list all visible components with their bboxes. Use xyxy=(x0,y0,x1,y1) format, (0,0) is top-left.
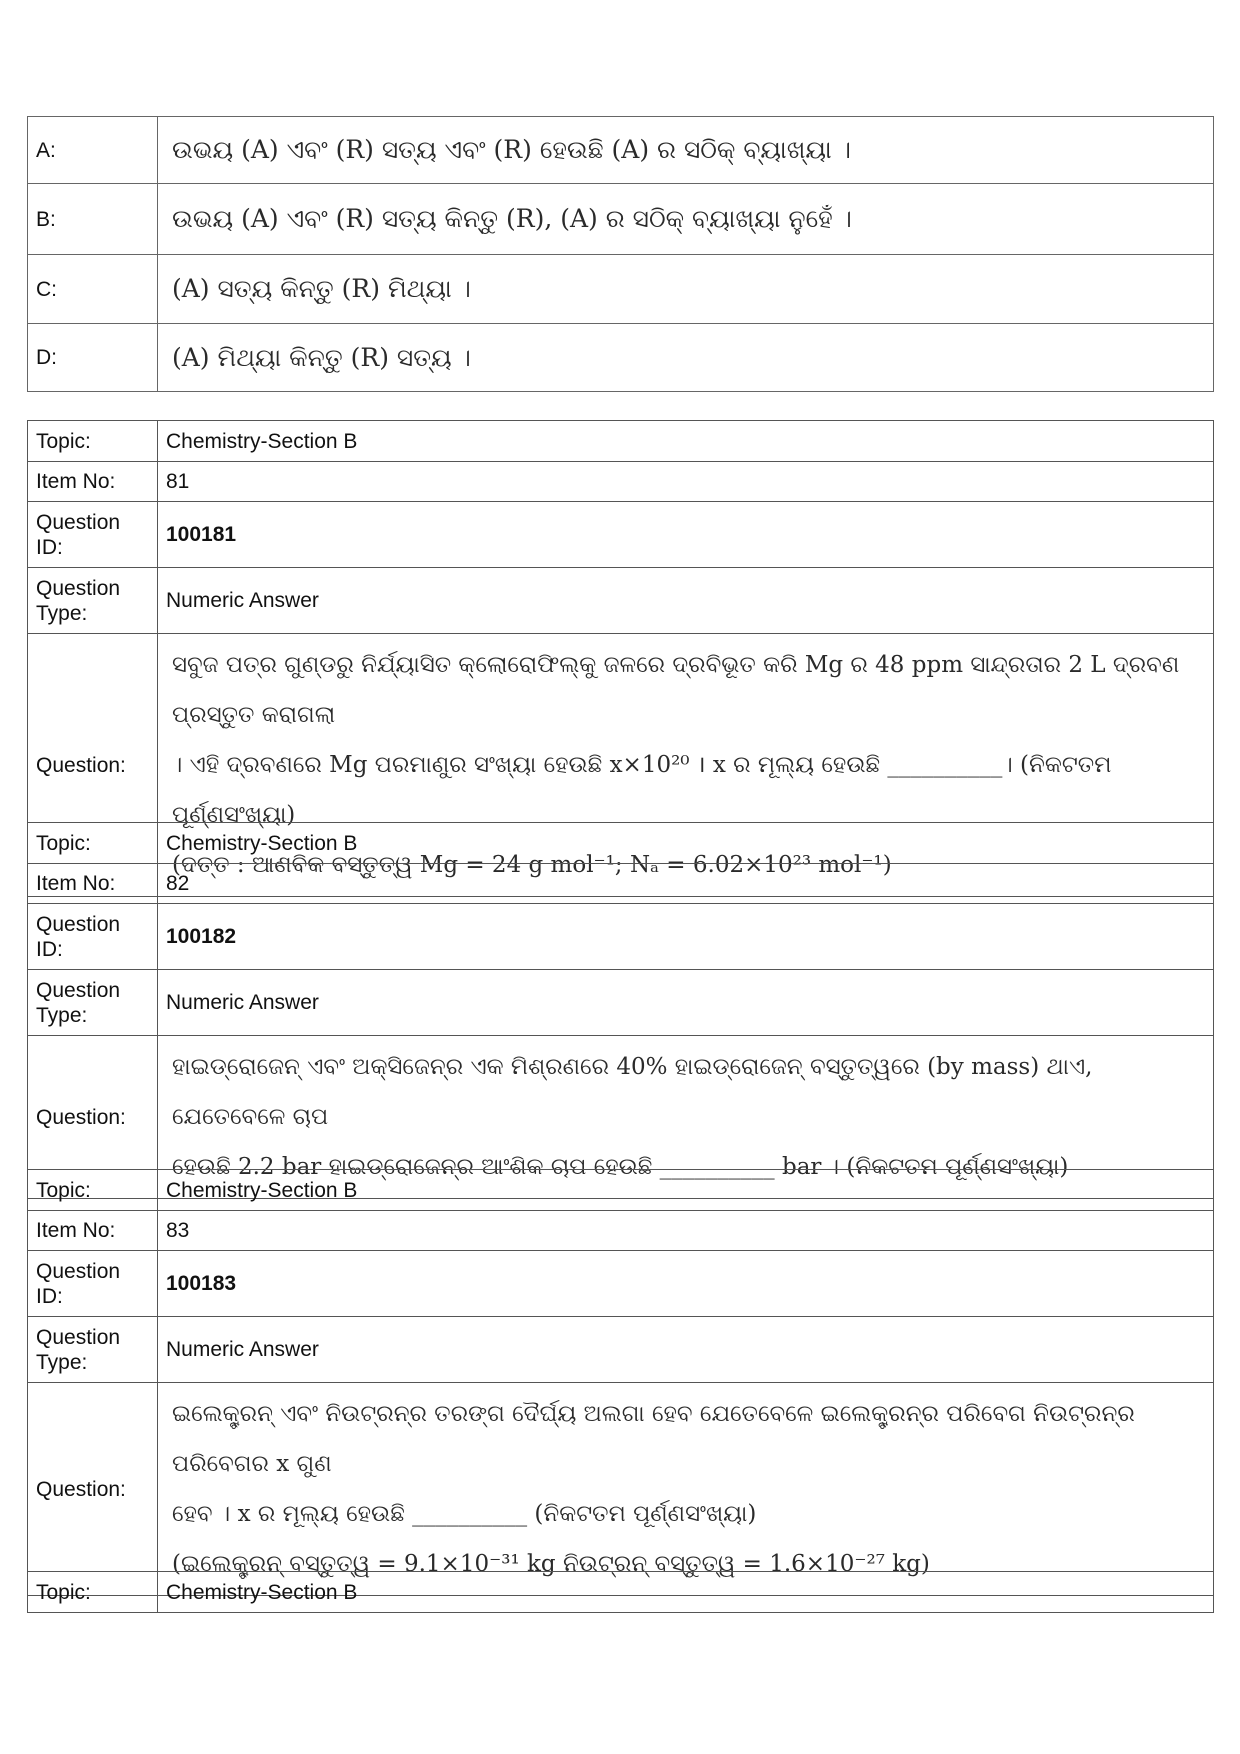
question-id-row xyxy=(28,1251,1214,1317)
item-no-label: Item No: xyxy=(28,462,158,502)
option-text: (A) ମିଥ୍ୟା କିନ୍ତୁ (R) ସତ୍ୟ । xyxy=(158,324,1214,392)
question-id-value: 100181 xyxy=(158,502,1214,568)
item-no-value: 82 xyxy=(158,864,1214,904)
question-line: ହେଉଛି 2.2 bar ହାଇଡ୍ରୋଜେନ୍‌ର ଆଂଶିକ ଚାପ ହେଉଛି __________ bar । (ନିକଟତମ ପୂର୍ଣ୍ଣସଂଖ୍ୟା) xyxy=(172,1154,1069,1180)
option-label: A: xyxy=(28,117,158,184)
topic-row xyxy=(28,1170,1214,1211)
question-id-label: Question ID: xyxy=(28,1251,158,1317)
item-no-label: Item No: xyxy=(28,864,158,904)
question-text xyxy=(158,1383,1214,1596)
options-table xyxy=(27,116,1214,392)
topic-row xyxy=(28,421,1214,462)
option-row xyxy=(28,184,1214,255)
question-type-label: Question Type: xyxy=(28,970,158,1036)
option-row xyxy=(28,324,1214,392)
topic-value: Chemistry-Section B xyxy=(158,421,1214,462)
topic-value: Chemistry-Section B xyxy=(158,823,1214,864)
topic-value: Chemistry-Section B xyxy=(158,1572,1214,1613)
topic-label: Topic: xyxy=(28,1170,158,1211)
item-no-label: Item No: xyxy=(28,1211,158,1251)
question-line: ହେବ । x ର ମୂଲ୍ୟ ହେଉଛି __________ (ନିକଟତମ ପୂର୍ଣ୍ଣସଂଖ୍ୟା) xyxy=(172,1501,757,1527)
item-no-row xyxy=(28,1211,1214,1251)
question-line: । ଏହି ଦ୍ରବଣରେ Mg ପରମାଣୁର ସଂଖ୍ୟା ହେଉଛି x×10²⁰ । x ର ମୂଲ୍ୟ ହେଉଛି __________। (ନିକଟତମ ପୂର୍ଣ୍ଣସଂଖ୍ୟା) xyxy=(172,752,1112,828)
option-row xyxy=(28,255,1214,324)
question-type-row xyxy=(28,568,1214,634)
question-id-label: Question ID: xyxy=(28,904,158,970)
question-line: ଇଲେକ୍ଟ୍ରନ୍ ଏବଂ ନିଉଟ୍ରନ୍‌ର ତରଙ୍ଗ ଦୈର୍ଘ୍ୟ ଅଲଗା ହେବ ଯେତେବେଳେ ଇଲେକ୍ଟ୍ରନ୍‌ର ପରିବେଗ ନିଉଟ୍ରନ୍‌ର ପରିବେଗର x ଗୁଣ xyxy=(172,1401,1135,1477)
option-text: ଉଭୟ (A) ଏବଂ (R) ସତ୍ୟ କିନ୍ତୁ (R), (A) ର ସଠିକ୍ ବ୍ୟାଖ୍ୟା ନୁହେଁ । xyxy=(158,184,1214,255)
item-no-value: 81 xyxy=(158,462,1214,502)
question-block-next xyxy=(27,1571,1214,1613)
item-no-value: 83 xyxy=(158,1211,1214,1251)
item-no-row xyxy=(28,864,1214,904)
question-line: ହାଇଡ୍ରୋଜେନ୍ ଏବଂ ଅକ୍ସିଜେନ୍‌ର ଏକ ମିଶ୍ରଣରେ 40% ହାଇଡ୍ରୋଜେନ୍ ବସ୍ତୁତ୍ୱରେ (by mass) ଥାଏ, ଯେତେବେଳେ ଚାପ xyxy=(172,1054,1093,1130)
question-line: (ଦତ୍ତ : ଆଣବିକ ବସ୍ତୁତ୍ୱ Mg = 24 g mol⁻¹; Nₐ = 6.02×10²³ mol⁻¹) xyxy=(172,852,892,878)
topic-row xyxy=(28,1572,1214,1613)
option-row xyxy=(28,117,1214,184)
option-text: (A) ସତ୍ୟ କିନ୍ତୁ (R) ମିଥ୍ୟା । xyxy=(158,255,1214,324)
question-id-value: 100182 xyxy=(158,904,1214,970)
question-type-label: Question Type: xyxy=(28,1317,158,1383)
option-label: B: xyxy=(28,184,158,255)
question-type-row xyxy=(28,1317,1214,1383)
option-label: D: xyxy=(28,324,158,392)
question-type-value: Numeric Answer xyxy=(158,1317,1214,1383)
question-id-label: Question ID: xyxy=(28,502,158,568)
option-text: ଉଭୟ (A) ଏବଂ (R) ସତ୍ୟ ଏବଂ (R) ହେଉଛି (A) ର ସଠିକ୍ ବ୍ୟାଖ୍ୟା । xyxy=(158,117,1214,184)
question-block-82 xyxy=(27,822,1214,1199)
option-label: C: xyxy=(28,255,158,324)
topic-label: Topic: xyxy=(28,1572,158,1613)
question-label: Question: xyxy=(28,1383,158,1596)
question-label: Question: xyxy=(28,1036,158,1199)
question-type-label: Question Type: xyxy=(28,568,158,634)
question-type-row xyxy=(28,970,1214,1036)
item-no-row xyxy=(28,462,1214,502)
question-id-row xyxy=(28,502,1214,568)
question-id-row xyxy=(28,904,1214,970)
question-block-83 xyxy=(27,1169,1214,1596)
topic-label: Topic: xyxy=(28,421,158,462)
question-row xyxy=(28,1383,1214,1596)
question-line: ସବୁଜ ପତ୍ର ଗୁଣ୍ଡରୁ ନିର୍ଯ୍ୟାସିତ କ୍ଲୋରୋଫିଲ୍‌କୁ ଜଳରେ ଦ୍ରବିଭୂତ କରି Mg ର 48 ppm ସାନ୍ଦ୍ରତାର 2 L ଦ୍ରବଣ ପ୍ରସ୍ତୁତ କରାଗଲା xyxy=(172,652,1180,728)
question-label: Question: xyxy=(28,634,158,897)
topic-label: Topic: xyxy=(28,823,158,864)
topic-value: Chemistry-Section B xyxy=(158,1170,1214,1211)
topic-row xyxy=(28,823,1214,864)
question-id-value: 100183 xyxy=(158,1251,1214,1317)
question-line: (ଇଲେକ୍ଟ୍ରନ୍ ବସ୍ତୁତ୍ୱ = 9.1×10⁻³¹ kg ନିଉଟ୍ରନ୍ ବସ୍ତୁତ୍ୱ = 1.6×10⁻²⁷ kg) xyxy=(172,1551,930,1577)
question-type-value: Numeric Answer xyxy=(158,970,1214,1036)
question-type-value: Numeric Answer xyxy=(158,568,1214,634)
